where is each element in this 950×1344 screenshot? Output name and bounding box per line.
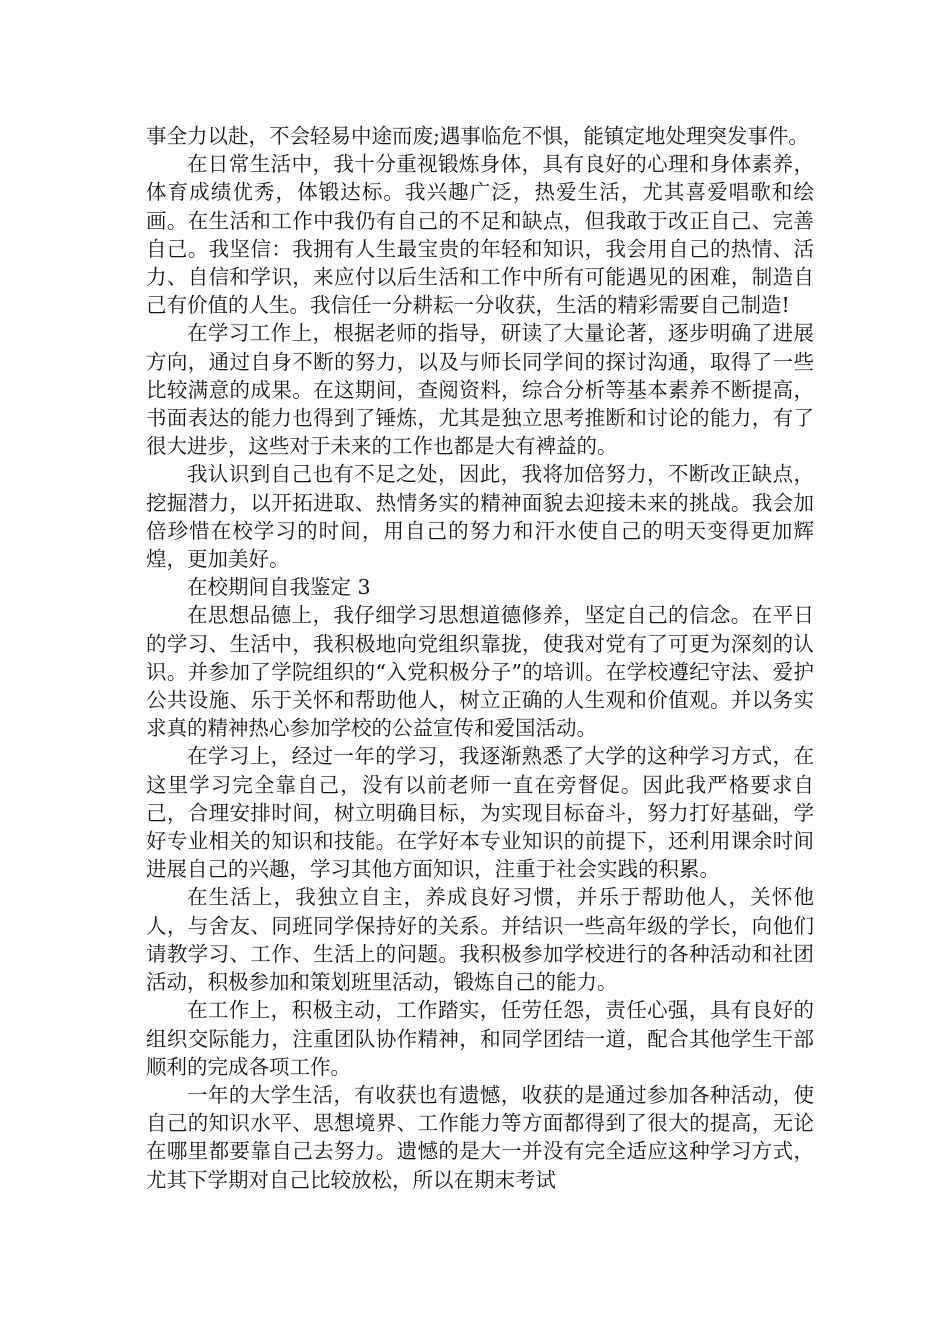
paragraph-living: 在生活上，我独立自主，养成良好习惯，并乐于帮助他人，关怀他人，与舍友、同班同学保持好的关系。并结识一些高年级的学长，向他们请教学习、工作、生活上的问题。我积极参加学校进行的各种活动和社团活动，积极参加和策划班里活动，锻炼自己的能力。	[146, 885, 814, 995]
paragraph-working: 在工作上，积极主动，工作踏实，任劳任怨，责任心强，具有良好的组织交际能力，注重团队协作精神，和同学团结一道，配合其他学生干部顺利的完成各项工作。	[146, 998, 814, 1079]
paragraph-study-work: 在学习工作上，根据老师的指导，研读了大量论著，逐步明确了进展方向，通过自身不断的努力，以及与师长同学间的探讨沟通，取得了一些比较满意的成果。在这期间，查阅资料，综合分析等基本素养不断提高，书面表达的能力也得到了锤炼，尤其是独立思考推断和讨论的能力，有了很大进步，这些对于未来的工作也都是大有裨益的。	[146, 321, 814, 459]
paragraph-learning: 在学习上，经过一年的学习，我逐渐熟悉了大学的这种学习方式，在这里学习完全靠自己，没有以前老师一直在旁督促。因此我严格要求自己，合理安排时间，树立明确目标，为实现目标奋斗，努力打好基础，学好专业相关的知识和技能。在学好本专业知识的前提下，还利用课余时间进展自己的兴趣，学习其他方面知识，注重于社会实践的积累。	[146, 744, 814, 882]
paragraph-ideology: 在思想品德上，我仔细学习思想道德修养，坚定自己的信念。在平日的学习、生活中，我积极地向党组织靠拢，使我对党有了可更为深刻的认识。并参加了学院组织的“入党积极分子”的培训。在学校遵纪守法、爱护公共设施、乐于关怀和帮助他人，树立正确的人生观和价值观。并以务实求真的精神热心参加学校的公益宣传和爱国活动。	[146, 603, 814, 741]
document-page	[146, 122, 814, 1194]
paragraph-daily-life: 在日常生活中，我十分重视锻炼身体，具有良好的心理和身体素养，体育成绩优秀，体锻达标。我兴趣广泛，热爱生活，尤其喜爱唱歌和绘画。在生活和工作中我仍有自己的不足和缺点，但我敢于改正自己、完善自己。我坚信：我拥有人生最宝贵的年轻和知识，我会用自己的热情、活力、自信和学识，来应付以后生活和工作中所有可能遇见的困难，制造自己有价值的人生。我信任一分耕耘一分收获，生活的精彩需要自己制造!	[146, 152, 814, 318]
paragraph-shortcomings: 我认识到自己也有不足之处，因此，我将加倍努力，不断改正缺点，挖掘潜力，以开拓进取、热情务实的精神面貌去迎接未来的挑战。我会加倍珍惜在校学习的时间，用自己的努力和汗水使自己的明天变得更加辉煌，更加美好。	[146, 462, 814, 572]
paragraph-summary: 一年的大学生活，有收获也有遗憾，收获的是通过参加各种活动，使自己的知识水平、思想境界、工作能力等方面都得到了很大的提高，无论在哪里都要靠自己去努力。遗憾的是大一并没有完全适应这种学习方式，尤其下学期对自己比较放松，所以在期末考试	[146, 1082, 814, 1192]
paragraph-continuation: 事全力以赴，不会轻易中途而废;遇事临危不惧，能镇定地处理突发事件。	[146, 124, 809, 148]
section-heading: 在校期间自我鉴定 3	[187, 575, 371, 600]
